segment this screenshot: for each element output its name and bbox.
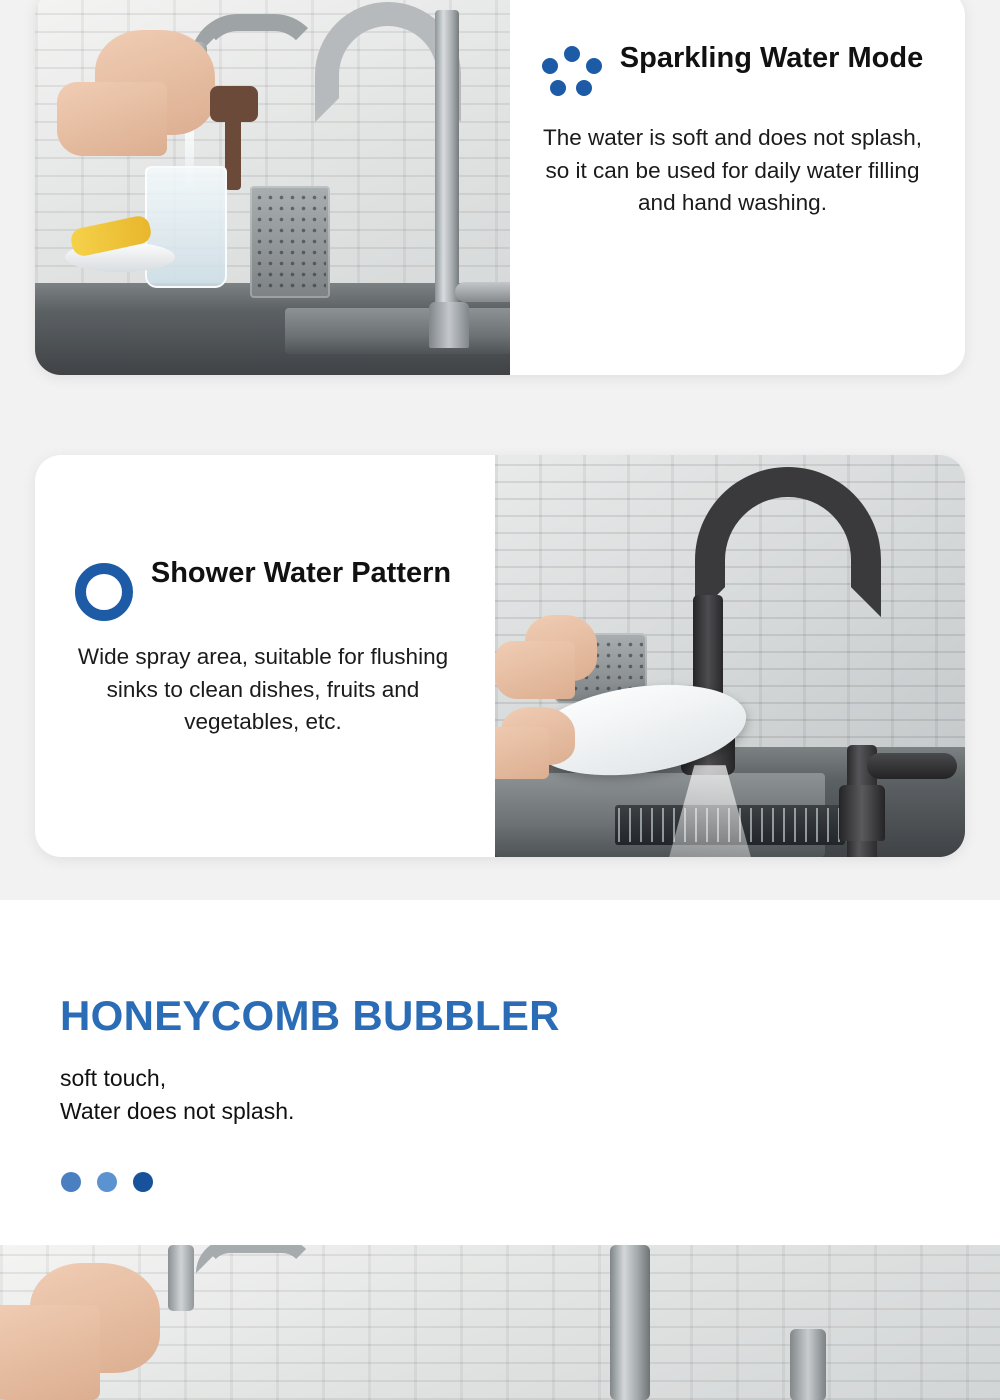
section-subtitle-line-2: Water does not splash. [60, 1098, 295, 1125]
section-subtitle [60, 1062, 294, 1129]
faucet-hose [196, 1245, 316, 1273]
faucet-handle [867, 753, 957, 779]
forearm [57, 82, 167, 156]
faucet-base [839, 785, 885, 841]
feature-description: Wide spray area, suitable for flushing sinks to clean dishes, fruits and vegetables, etc. [77, 644, 449, 735]
feature-photo-shower-pattern [495, 455, 965, 857]
faucet-handle [455, 282, 510, 302]
spatula-head [210, 86, 258, 122]
ring-icon [75, 563, 133, 621]
faucet-base [429, 302, 469, 348]
honeycomb-bubbler-section [0, 900, 1000, 1245]
feature-text-sparkling-water [510, 0, 965, 375]
feature-heading-row [61, 555, 465, 621]
feature-description: The water is soft and does not splash, so it can be used for daily water filling and hand washing. [543, 125, 922, 216]
feature-card-shower-pattern [35, 455, 965, 857]
pagination-dot-3[interactable] [133, 1172, 153, 1192]
section-subtitle-line-1: soft touch, [60, 1065, 167, 1091]
carousel-pagination[interactable] [61, 1172, 153, 1192]
bottom-photo [0, 1245, 1000, 1400]
five-dots-icon [542, 46, 602, 102]
pagination-dot-1[interactable] [61, 1172, 81, 1192]
feature-photo-sparkling-water [35, 0, 510, 375]
feature-card-sparkling-water [35, 0, 965, 375]
feature-heading-row [534, 40, 931, 102]
faucet-secondary-column [790, 1329, 826, 1400]
feature-title: Shower Water Pattern [150, 557, 452, 589]
faucet-column [610, 1245, 650, 1400]
faucet-spray-head [168, 1245, 194, 1311]
faucet-column [435, 10, 459, 310]
forearm-lower [495, 727, 549, 779]
feature-title: Sparkling Water Mode [619, 42, 924, 74]
forearm [0, 1305, 100, 1400]
utensil-basket [250, 186, 330, 298]
forearm-upper [495, 641, 575, 699]
pagination-dot-2[interactable] [97, 1172, 117, 1192]
glass-jug [145, 166, 227, 288]
sink-basin [285, 308, 510, 354]
feature-text-shower-pattern [35, 455, 495, 857]
section-heading: HONEYCOMB BUBBLER [60, 992, 560, 1039]
